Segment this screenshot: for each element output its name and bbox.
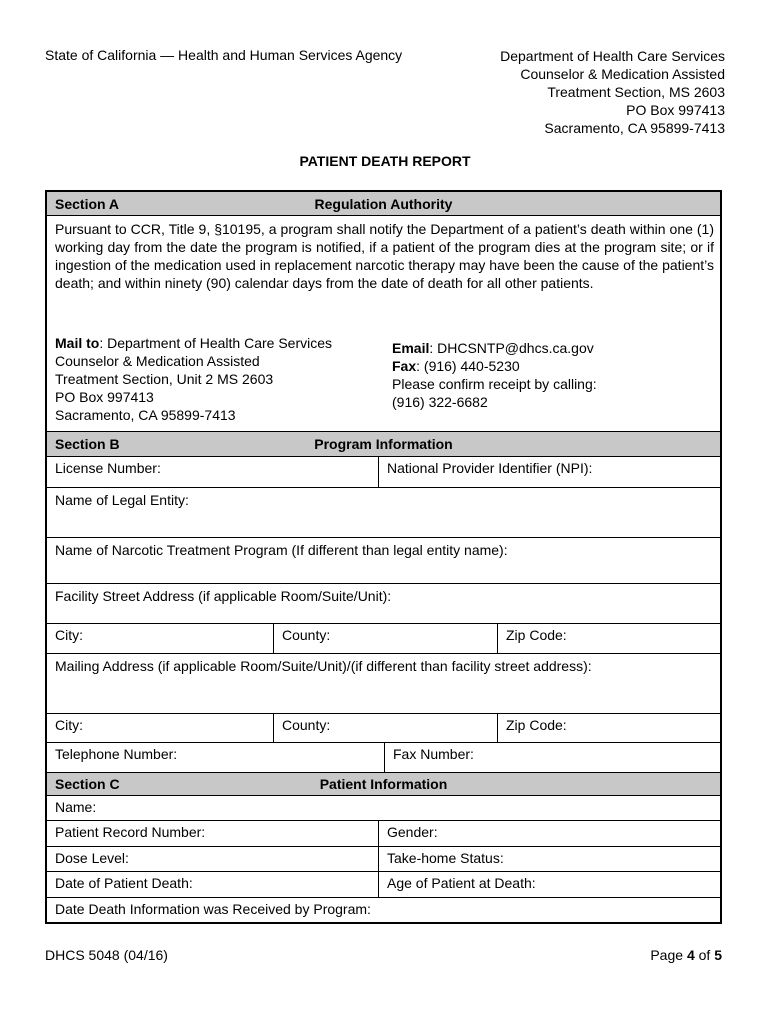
dose-level-label: Dose Level: [55, 850, 129, 866]
fax-number-field[interactable] [384, 743, 720, 772]
department-address [500, 47, 725, 137]
city-label: City: [55, 627, 83, 643]
zip-field[interactable] [497, 624, 720, 653]
confirm-phone: (916) 322-6682 [392, 394, 488, 410]
record-gender-row [47, 821, 720, 847]
city-county-zip-row [47, 624, 720, 654]
fax-label: Fax [392, 358, 417, 374]
date-received-field[interactable] [47, 898, 720, 924]
page-number [650, 947, 722, 963]
section-c-label: Section C [55, 776, 120, 792]
form-id: DHCS 5048 (04/16) [45, 947, 168, 963]
telephone-field[interactable] [47, 743, 384, 772]
city-county-zip-row-2 [47, 714, 720, 743]
mail-to-label: Mail to [55, 335, 100, 351]
county-label: County: [282, 627, 331, 643]
report-form [45, 190, 722, 924]
mail-line: Sacramento, CA 95899-7413 [55, 407, 236, 423]
mail-line: PO Box 997413 [55, 389, 154, 405]
mailing-city-field[interactable] [47, 714, 273, 742]
facility-address-label: Facility Street Address (if applicable Room/Suite/Unit): [55, 588, 392, 604]
patient-name-label: Name: [55, 799, 97, 815]
dept-line: Sacramento, CA 95899-7413 [544, 120, 725, 136]
mailing-address-field[interactable] [47, 654, 720, 714]
gender-field[interactable] [378, 821, 720, 846]
age-death-field[interactable] [378, 872, 720, 897]
mailing-address-label: Mailing Address (if applicable Room/Suite/Unit)/(if different than facility street address): [55, 658, 592, 674]
license-number-label: License Number: [55, 460, 161, 476]
page-current: 4 [686, 947, 695, 963]
email-label: Email [392, 340, 430, 356]
section-c-heading: Patient Information [319, 776, 448, 792]
telephone-label: Telephone Number: [55, 746, 178, 762]
legal-entity-field[interactable] [47, 488, 720, 538]
date-death-label: Date of Patient Death: [55, 875, 193, 891]
mail-line: Treatment Section, Unit 2 MS 2603 [55, 371, 274, 387]
facility-address-field[interactable] [47, 584, 720, 624]
mail-to-line: : Department of Health Care Services [99, 335, 332, 351]
county-field[interactable] [273, 624, 497, 653]
confirm-text: Please confirm receipt by calling: [392, 376, 597, 392]
patient-name-field[interactable] [47, 796, 720, 821]
section-a-label: Section A [55, 196, 120, 212]
dose-level-field[interactable] [47, 847, 378, 871]
dept-line: Treatment Section, MS 2603 [547, 84, 725, 100]
email-value: : DHCSNTP@dhcs.ca.gov [429, 340, 594, 356]
mailing-county-label: County: [282, 717, 331, 733]
fax-value: : (916) 440-5230 [416, 358, 520, 374]
mailing-zip-label: Zip Code: [506, 717, 567, 733]
dept-line: Counselor & Medication Assisted [520, 66, 725, 82]
zip-label: Zip Code: [506, 627, 567, 643]
mail-to-block [55, 334, 332, 424]
record-number-field[interactable] [47, 821, 378, 846]
mailing-county-field[interactable] [273, 714, 497, 742]
section-a-body [47, 192, 720, 432]
dept-line: PO Box 997413 [626, 102, 725, 118]
takehome-field[interactable] [378, 847, 720, 871]
city-field[interactable] [47, 624, 273, 653]
contact-block [392, 339, 597, 411]
section-b-label: Section B [55, 436, 120, 452]
license-npi-row [47, 457, 720, 488]
date-received-label: Date Death Information was Received by Program: [55, 901, 371, 917]
dept-line: Department of Health Care Services [500, 48, 725, 64]
fax-number-label: Fax Number: [393, 746, 474, 762]
license-number-field[interactable] [47, 457, 378, 487]
ntp-name-label: Name of Narcotic Treatment Program (If different than legal entity name): [55, 542, 508, 558]
section-b-header [47, 432, 720, 457]
phone-fax-row [47, 743, 720, 773]
npi-field[interactable] [378, 457, 720, 487]
gender-label: Gender: [387, 824, 438, 840]
record-number-label: Patient Record Number: [55, 824, 206, 840]
ntp-name-field[interactable] [47, 538, 720, 584]
page-of: of [694, 947, 715, 963]
page-total: 5 [714, 947, 722, 963]
section-b-heading: Program Information [314, 436, 453, 452]
takehome-label: Take-home Status: [387, 850, 504, 866]
page-title: PATIENT DEATH REPORT [299, 153, 471, 169]
npi-label: National Provider Identifier (NPI): [387, 460, 593, 476]
regulation-paragraph: Pursuant to CCR, Title 9, §10195, a program shall notify the Department of a patient’s death within one (1) working day from the date the program is notified, if a patient of the program dies at the program site; or if ingestion of the medication used in replacement narcotic therapy may have been the cause of the patient’s death; and within ninety (90) calendar days from the date of death for all other patients. [55, 221, 714, 291]
section-c-header [47, 773, 720, 796]
mailing-city-label: City: [55, 717, 83, 733]
age-death-label: Age of Patient at Death: [387, 875, 536, 891]
page-prefix: Page [650, 947, 687, 963]
agency-header: State of California — Health and Human Services Agency [45, 47, 403, 63]
mailing-zip-field[interactable] [497, 714, 720, 742]
dose-takehome-row [47, 847, 720, 872]
legal-entity-label: Name of Legal Entity: [55, 492, 189, 508]
section-a-heading: Regulation Authority [314, 196, 453, 212]
date-death-field[interactable] [47, 872, 378, 897]
death-date-age-row [47, 872, 720, 898]
mail-line: Counselor & Medication Assisted [55, 353, 260, 369]
